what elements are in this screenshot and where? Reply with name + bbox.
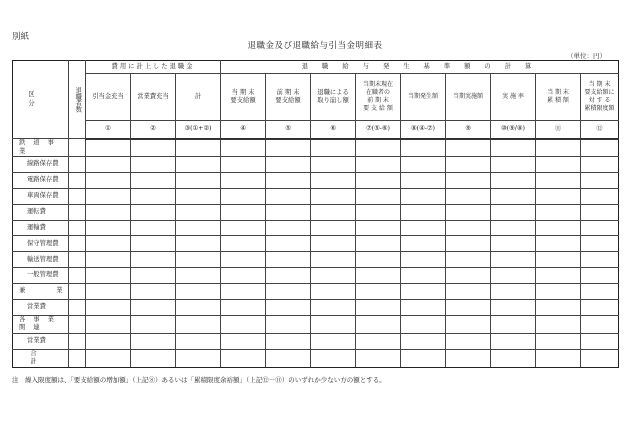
column-number-4: ④ <box>221 121 266 139</box>
column-header-9: 当期実施額 <box>446 74 491 121</box>
table-cell[interactable] <box>311 204 356 220</box>
table-cell[interactable] <box>401 139 446 157</box>
table-cell[interactable] <box>581 157 619 173</box>
table-cell[interactable] <box>356 349 401 367</box>
table-cell[interactable] <box>69 333 86 349</box>
table-cell[interactable] <box>266 252 311 268</box>
column-header-10: 実 施 率 <box>491 74 536 121</box>
table-cell[interactable] <box>176 220 221 236</box>
table-cell[interactable] <box>266 172 311 188</box>
table-cell[interactable] <box>401 268 446 284</box>
table-cell[interactable] <box>446 252 491 268</box>
table-cell[interactable] <box>311 252 356 268</box>
column-number-3: ③(①+②) <box>176 121 221 139</box>
table-cell[interactable] <box>266 220 311 236</box>
subcategory-label: 輸送管理費 <box>13 252 69 268</box>
table-cell[interactable] <box>266 300 311 316</box>
table-cell[interactable] <box>491 236 536 252</box>
table-cell[interactable] <box>176 315 221 333</box>
table-cell[interactable] <box>491 188 536 204</box>
table-cell[interactable] <box>401 204 446 220</box>
column-number-10: ⑩(⑨/⑧) <box>491 121 536 139</box>
subcategory-label: 一般管理費 <box>13 268 69 284</box>
table-cell[interactable] <box>311 284 356 300</box>
subcategory-label: 保守管理費 <box>13 236 69 252</box>
table-cell[interactable] <box>536 139 581 157</box>
table-cell[interactable] <box>446 349 491 367</box>
table-cell[interactable] <box>86 284 131 300</box>
table-cell[interactable] <box>356 157 401 173</box>
table-cell[interactable] <box>356 315 401 333</box>
table-cell[interactable] <box>311 333 356 349</box>
table-cell[interactable] <box>221 268 266 284</box>
table-cell[interactable] <box>266 188 311 204</box>
table-cell[interactable] <box>131 220 176 236</box>
table-cell[interactable] <box>266 333 311 349</box>
table-row <box>13 188 619 204</box>
table-cell[interactable] <box>446 220 491 236</box>
table-cell[interactable] <box>221 172 266 188</box>
table-cell[interactable] <box>131 236 176 252</box>
table-cell[interactable] <box>446 284 491 300</box>
table-cell[interactable] <box>356 172 401 188</box>
table-cell[interactable] <box>401 300 446 316</box>
category-label: 各 事 業 関 連 <box>13 315 69 333</box>
table-cell[interactable] <box>491 252 536 268</box>
table-cell[interactable] <box>446 236 491 252</box>
table-cell[interactable] <box>536 252 581 268</box>
table-cell[interactable] <box>356 188 401 204</box>
table-cell[interactable] <box>491 349 536 367</box>
table-cell[interactable] <box>86 188 131 204</box>
table-cell[interactable] <box>266 139 311 157</box>
table-cell[interactable] <box>401 252 446 268</box>
table-cell[interactable] <box>221 252 266 268</box>
table-cell[interactable] <box>176 252 221 268</box>
table-cell[interactable] <box>86 172 131 188</box>
table-cell[interactable] <box>266 236 311 252</box>
table-cell[interactable] <box>491 333 536 349</box>
table-cell[interactable] <box>176 236 221 252</box>
table-cell[interactable] <box>221 139 266 157</box>
table-cell[interactable] <box>401 236 446 252</box>
table-cell[interactable] <box>221 220 266 236</box>
table-cell[interactable] <box>176 188 221 204</box>
table-cell[interactable] <box>69 220 86 236</box>
table-cell[interactable] <box>401 315 446 333</box>
subcategory-label: 車両保存費 <box>13 188 69 204</box>
table-cell[interactable] <box>131 315 176 333</box>
column-header-2: 営業費充当 <box>131 74 176 121</box>
table-cell[interactable] <box>491 204 536 220</box>
footnote: 注 繰入限度額は、「要支給額の増加額」（上記⑧）あるいは「累積限度余裕額」（上記⑫－⑪）のいずれか少ない方の額とする。 <box>12 376 386 384</box>
unit-label: （単位：円） <box>567 52 606 60</box>
table-cell[interactable] <box>176 268 221 284</box>
table-cell[interactable] <box>131 349 176 367</box>
table-row <box>13 300 619 316</box>
table-cell[interactable] <box>446 188 491 204</box>
table-cell[interactable] <box>221 236 266 252</box>
table-cell[interactable] <box>131 333 176 349</box>
table-row <box>13 204 619 220</box>
table-cell[interactable] <box>491 300 536 316</box>
table-cell[interactable] <box>86 333 131 349</box>
table-cell[interactable] <box>221 349 266 367</box>
table-cell[interactable] <box>536 349 581 367</box>
table-cell[interactable] <box>581 349 619 367</box>
table-cell[interactable] <box>536 188 581 204</box>
table-cell[interactable] <box>356 204 401 220</box>
column-header-7: 当期末現在 在職者の 前 期 末 要 支 給 額 <box>356 74 401 121</box>
column-header-3: 計 <box>176 74 221 121</box>
table-cell[interactable] <box>401 220 446 236</box>
header-kubun: 区 分 <box>13 61 69 139</box>
table-cell[interactable] <box>69 268 86 284</box>
table-cell[interactable] <box>581 220 619 236</box>
table-cell[interactable] <box>491 268 536 284</box>
table-cell[interactable] <box>491 284 536 300</box>
table-cell[interactable] <box>491 315 536 333</box>
retirement-allowance-table <box>12 60 619 368</box>
table-cell[interactable] <box>176 204 221 220</box>
table-row <box>13 157 619 173</box>
subcategory-label: 線路保存費 <box>13 157 69 173</box>
column-number-5: ⑤ <box>266 121 311 139</box>
table-cell[interactable] <box>356 268 401 284</box>
subcategory-label: 運輸費 <box>13 220 69 236</box>
table-cell[interactable] <box>446 315 491 333</box>
table-cell[interactable] <box>536 204 581 220</box>
header-retirees: 退職者数 <box>69 61 86 139</box>
table-row <box>13 284 619 300</box>
table-cell[interactable] <box>581 236 619 252</box>
table-row <box>13 252 619 268</box>
table-cell[interactable] <box>356 220 401 236</box>
table-cell[interactable] <box>69 300 86 316</box>
table-cell[interactable] <box>446 268 491 284</box>
column-number-7: ⑦(⑤-⑥) <box>356 121 401 139</box>
column-header-6: 退職による 取り崩し額 <box>311 74 356 121</box>
table-cell[interactable] <box>446 157 491 173</box>
subcategory-label: 営業費 <box>13 333 69 349</box>
table-cell[interactable] <box>311 236 356 252</box>
table-cell[interactable] <box>266 315 311 333</box>
table-cell[interactable] <box>221 204 266 220</box>
table-cell[interactable] <box>401 349 446 367</box>
table-cell[interactable] <box>176 284 221 300</box>
document-title: 退職金及び退職給与引当金明細表 <box>247 41 383 51</box>
table-cell[interactable] <box>536 333 581 349</box>
table-cell[interactable] <box>176 157 221 173</box>
table-cell[interactable] <box>581 172 619 188</box>
table-cell[interactable] <box>86 139 131 157</box>
category-label: 鉄 道 事 業 <box>13 139 69 157</box>
table-cell[interactable] <box>536 268 581 284</box>
table-cell[interactable] <box>311 268 356 284</box>
table-cell[interactable] <box>446 300 491 316</box>
table-cell[interactable] <box>176 300 221 316</box>
subcategory-label: 営業費 <box>13 300 69 316</box>
table-cell[interactable] <box>69 284 86 300</box>
table-row <box>13 268 619 284</box>
column-number-8: ⑧(④-⑦) <box>401 121 446 139</box>
table-row <box>13 220 619 236</box>
table-cell[interactable] <box>446 139 491 157</box>
table-cell[interactable] <box>401 157 446 173</box>
annex-label: 別紙 <box>12 32 30 42</box>
category-label: 兼 業 <box>13 284 69 300</box>
table-cell[interactable] <box>131 284 176 300</box>
table-cell[interactable] <box>536 315 581 333</box>
table-cell[interactable] <box>311 300 356 316</box>
table-cell[interactable] <box>581 333 619 349</box>
table-cell[interactable] <box>266 157 311 173</box>
table-cell[interactable] <box>69 204 86 220</box>
table-cell[interactable] <box>69 157 86 173</box>
table-cell[interactable] <box>131 252 176 268</box>
column-header-1: 引当金充当 <box>86 74 131 121</box>
table-cell[interactable] <box>581 204 619 220</box>
table-cell[interactable] <box>221 188 266 204</box>
column-header-12: 当 期 末 要支給額に 対 す る 累積限度額 <box>581 74 619 121</box>
column-number-1: ① <box>86 121 131 139</box>
table-cell[interactable] <box>86 315 131 333</box>
table-cell[interactable] <box>69 236 86 252</box>
table-row <box>13 172 619 188</box>
table-cell[interactable] <box>311 315 356 333</box>
table-cell[interactable] <box>131 268 176 284</box>
column-number-12: ⑫ <box>581 121 619 139</box>
column-header-5: 前 期 末 要支給額 <box>266 74 311 121</box>
total-label: 合 計 <box>13 349 69 367</box>
table-cell[interactable] <box>266 284 311 300</box>
table-cell[interactable] <box>176 139 221 157</box>
table-cell[interactable] <box>131 172 176 188</box>
table-cell[interactable] <box>221 333 266 349</box>
table-cell[interactable] <box>356 236 401 252</box>
table-cell[interactable] <box>356 333 401 349</box>
table-cell[interactable] <box>69 315 86 333</box>
table-cell[interactable] <box>131 157 176 173</box>
table-cell[interactable] <box>536 172 581 188</box>
table-cell[interactable] <box>536 157 581 173</box>
table-cell[interactable] <box>536 300 581 316</box>
table-cell[interactable] <box>491 139 536 157</box>
table-cell[interactable] <box>311 157 356 173</box>
table-cell[interactable] <box>491 172 536 188</box>
column-number-9: ⑨ <box>446 121 491 139</box>
table-cell[interactable] <box>311 188 356 204</box>
table-cell[interactable] <box>176 349 221 367</box>
header-group-expense: 費用に計上した退職金 <box>86 61 221 74</box>
table-cell[interactable] <box>311 139 356 157</box>
table-cell[interactable] <box>266 268 311 284</box>
table-cell[interactable] <box>86 252 131 268</box>
table-cell[interactable] <box>536 236 581 252</box>
table-cell[interactable] <box>86 157 131 173</box>
table-cell[interactable] <box>536 220 581 236</box>
column-number-11: ⑪ <box>536 121 581 139</box>
table-cell[interactable] <box>581 300 619 316</box>
table-cell[interactable] <box>401 333 446 349</box>
table-row <box>13 333 619 349</box>
table-cell[interactable] <box>581 268 619 284</box>
table-row <box>13 349 619 367</box>
column-header-11: 当 期 末 累 積 額 <box>536 74 581 121</box>
table-cell[interactable] <box>311 220 356 236</box>
column-header-4: 当 期 末 要支給額 <box>221 74 266 121</box>
table-cell[interactable] <box>311 349 356 367</box>
column-number-6: ⑥ <box>311 121 356 139</box>
table-cell[interactable] <box>491 220 536 236</box>
table-cell[interactable] <box>221 157 266 173</box>
table-cell[interactable] <box>176 172 221 188</box>
column-header-8: 当期発生額 <box>401 74 446 121</box>
subcategory-label: 運転費 <box>13 204 69 220</box>
table-cell[interactable] <box>86 349 131 367</box>
table-cell[interactable] <box>221 300 266 316</box>
table-cell[interactable] <box>86 300 131 316</box>
table-cell[interactable] <box>69 188 86 204</box>
table-row <box>13 315 619 333</box>
table-cell[interactable] <box>401 188 446 204</box>
table-cell[interactable] <box>581 315 619 333</box>
table-cell[interactable] <box>131 300 176 316</box>
table-cell[interactable] <box>86 204 131 220</box>
table-cell[interactable] <box>69 139 86 157</box>
table-cell[interactable] <box>581 252 619 268</box>
table-cell[interactable] <box>356 252 401 268</box>
table-cell[interactable] <box>401 284 446 300</box>
table-cell[interactable] <box>536 284 581 300</box>
header-group-calc: 退 職 給 与 発 生 基 準 額 の 計 算 <box>221 61 619 74</box>
table-cell[interactable] <box>446 204 491 220</box>
table-cell[interactable] <box>446 333 491 349</box>
table-row <box>13 236 619 252</box>
table-cell[interactable] <box>69 172 86 188</box>
table-cell[interactable] <box>131 188 176 204</box>
column-number-2: ② <box>131 121 176 139</box>
table-cell[interactable] <box>69 252 86 268</box>
table-cell[interactable] <box>266 204 311 220</box>
table-cell[interactable] <box>356 139 401 157</box>
table-cell[interactable] <box>131 139 176 157</box>
table-cell[interactable] <box>86 220 131 236</box>
table-cell[interactable] <box>311 172 356 188</box>
table-cell[interactable] <box>446 172 491 188</box>
table-cell[interactable] <box>356 284 401 300</box>
table-cell[interactable] <box>176 333 221 349</box>
table-cell[interactable] <box>221 284 266 300</box>
table-cell[interactable] <box>131 204 176 220</box>
table-cell[interactable] <box>266 349 311 367</box>
table-cell[interactable] <box>221 315 266 333</box>
table-cell[interactable] <box>581 284 619 300</box>
table-cell[interactable] <box>86 236 131 252</box>
table-row <box>13 139 619 157</box>
table-cell[interactable] <box>356 300 401 316</box>
subcategory-label: 電路保存費 <box>13 172 69 188</box>
table-cell[interactable] <box>491 157 536 173</box>
table-cell[interactable] <box>581 139 619 157</box>
table-cell[interactable] <box>86 268 131 284</box>
table-cell[interactable] <box>581 188 619 204</box>
table-cell[interactable] <box>401 172 446 188</box>
